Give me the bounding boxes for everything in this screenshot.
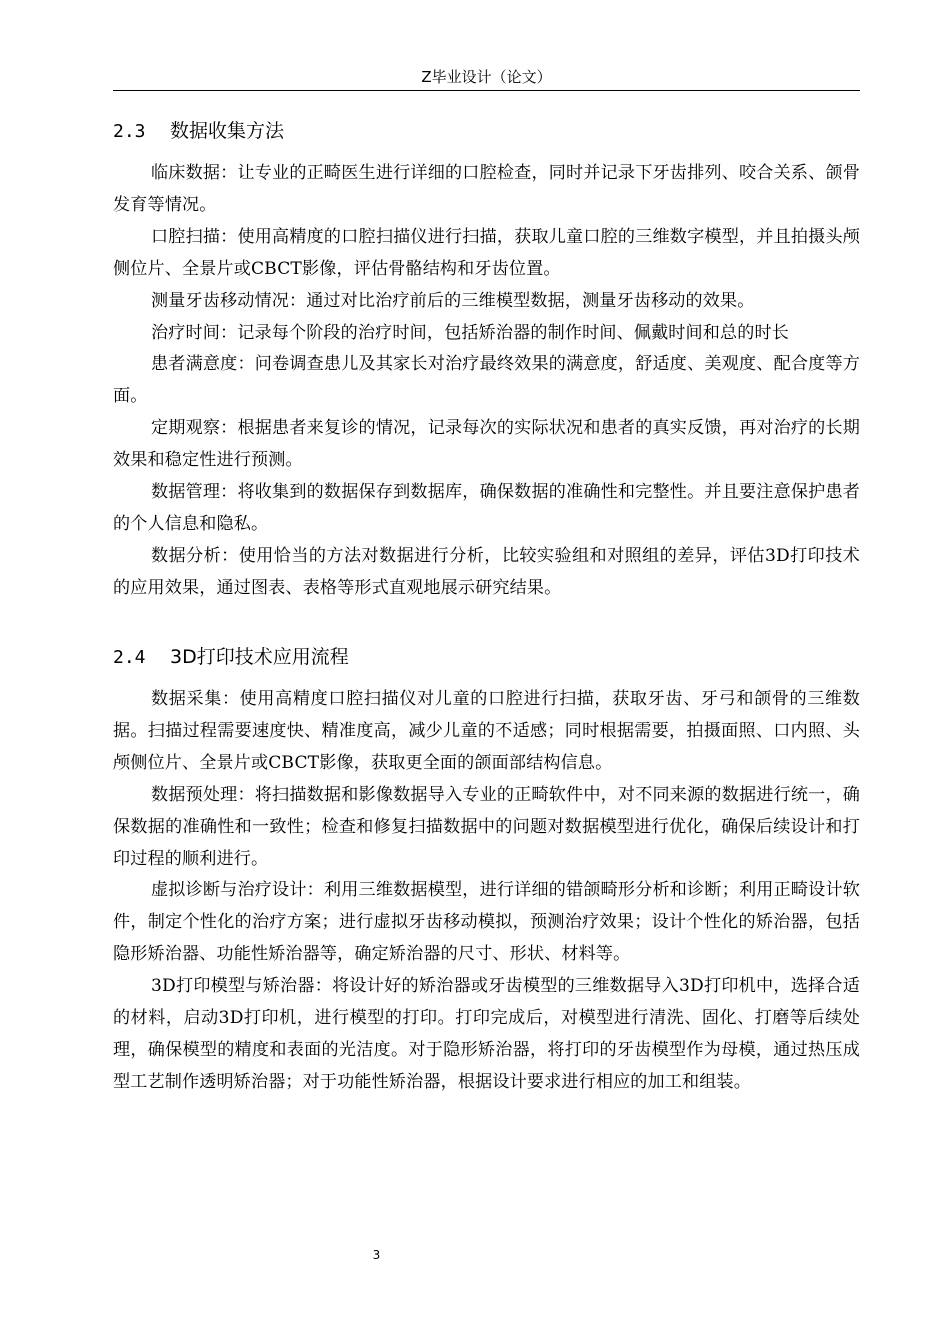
running-header: Z毕业设计（论文） bbox=[421, 68, 552, 86]
paragraph: 虚拟诊断与治疗设计：利用三维数据模型，进行详细的错颌畸形分析和诊断；利用正畸设计软件，制定个性化的治疗方案；进行虚拟牙齿移动模拟，预测治疗效果；设计个性化的矫治器，包括隐形矫治器、功能性矫治器等，确定矫治器的尺寸、形状、材料等。 bbox=[113, 880, 860, 965]
header-rule bbox=[113, 90, 860, 91]
paragraph: 数据管理：将收集到的数据保存到数据库，确保数据的准确性和完整性。并且要注意保护患者的个人信息和隐私。 bbox=[113, 482, 860, 534]
section-body-2-4 bbox=[113, 684, 860, 1099]
paragraph: 临床数据：让专业的正畸医生进行详细的口腔检查，同时并记录下牙齿排列、咬合关系、颌骨发育等情况。 bbox=[113, 163, 860, 215]
section-heading-2-4 bbox=[113, 643, 860, 672]
section-title-text: 数据收集方法 bbox=[170, 120, 285, 142]
paragraph: 口腔扫描：使用高精度的口腔扫描仪进行扫描，获取儿童口腔的三维数字模型，并且拍摄头颅侧位片、全景片或CBCT影像，评估骨骼结构和牙齿位置。 bbox=[113, 226, 860, 279]
paragraph: 测量牙齿移动情况：通过对比治疗前后的三维模型数据，测量牙齿移动的效果。 bbox=[151, 290, 755, 311]
paragraph: 数据采集：使用高精度口腔扫描仪对儿童的口腔进行扫描，获取牙齿、牙弓和颌骨的三维数据。扫描过程需要速度快、精准度高，减少儿童的不适感；同时根据需要，拍摄面照、口内照、头颅侧位片、全景片或CBCT影像，获取更全面的颌面部结构信息。 bbox=[113, 689, 860, 773]
paragraph: 定期观察：根据患者来复诊的情况，记录每次的实际状况和患者的真实反馈，再对治疗的长期效果和稳定性进行预测。 bbox=[113, 418, 860, 471]
paragraph: 治疗时间：记录每个阶段的治疗时间，包括矫治器的制作时间、佩戴时间和总的时长 bbox=[151, 322, 790, 343]
section-body-2-3 bbox=[113, 158, 860, 605]
section-heading-2-3 bbox=[113, 117, 860, 146]
page-number: 3 bbox=[372, 1248, 381, 1262]
paragraph: 患者满意度：问卷调查患儿及其家长对治疗最终效果的满意度，舒适度、美观度、配合度等方面。 bbox=[113, 354, 860, 407]
section-number: 2.4 bbox=[113, 647, 146, 668]
paragraph: 数据分析：使用恰当的方法对数据进行分析，比较实验组和对照组的差异，评估3D打印技术的应用效果，通过图表、表格等形式直观地展示研究结果。 bbox=[113, 545, 860, 598]
section-number: 2.3 bbox=[113, 121, 146, 142]
paragraph: 3D打印模型与矫治器：将设计好的矫治器或牙齿模型的三维数据导入3D打印机中，选择合适的材料，启动3D打印机，进行模型的打印。打印完成后，对模型进行清洗、固化、打磨等后续处理，确保模型的精度和表面的光洁度。对于隐形矫治器，将打印的牙齿模型作为母模，通过热压成型工艺制作透明矫治器；对于功能性矫治器，根据设计要求进行相应的加工和组装。 bbox=[113, 976, 860, 1092]
paragraph: 数据预处理：将扫描数据和影像数据导入专业的正畸软件中，对不同来源的数据进行统一，确保数据的准确性和一致性；检查和修复扫描数据中的问题对数据模型进行优化，确保后续设计和打印过程的顺利进行。 bbox=[113, 784, 860, 869]
section-title-text: 3D打印技术应用流程 bbox=[170, 646, 349, 668]
